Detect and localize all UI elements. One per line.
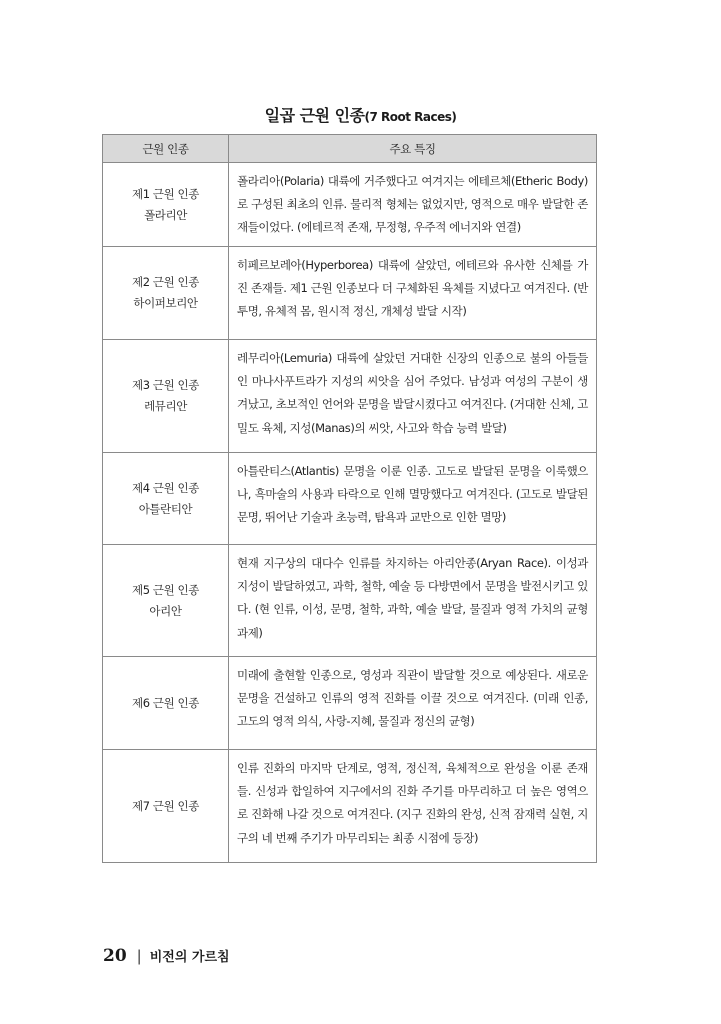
race-cell <box>103 163 229 247</box>
race-description: 폴라리아(Polaria) 대륙에 거주했다고 여겨지는 에테르체(Etheric Body)로 구성된 최초의 인류. 물리적 형체는 없었지만, 영적으로 매우 발달한 존재들이었다. (에테르적 존재, 무정형, 우주적 에너지와 연결) <box>229 163 597 247</box>
table-row <box>103 340 597 453</box>
page-number: 20 <box>103 946 127 966</box>
race-number: 제4 근원 인종 <box>132 480 199 495</box>
root-races-table <box>102 134 597 863</box>
race-cell <box>103 545 229 657</box>
race-number: 제1 근원 인종 <box>132 186 199 201</box>
table-row <box>103 750 597 863</box>
table-header-row <box>103 135 597 163</box>
title-subtitle: (7 Root Races) <box>364 110 457 124</box>
race-description: 미래에 출현할 인종으로, 영성과 직관이 발달할 것으로 예상된다. 새로운 문명을 건설하고 인류의 영적 진화를 이끌 것으로 여겨진다. (미래 인종, 고도의 영적 의식, 사랑-지혜, 물질과 정신의 균형) <box>229 657 597 750</box>
table-row <box>103 453 597 545</box>
race-name: 레뮤리안 <box>144 399 187 413</box>
page-footer <box>103 946 230 966</box>
race-cell <box>103 657 229 750</box>
table-row <box>103 657 597 750</box>
race-name: 하이퍼보리안 <box>133 296 198 310</box>
table-row <box>103 247 597 340</box>
race-number: 제7 근원 인종 <box>132 798 199 813</box>
race-number: 제5 근원 인종 <box>132 582 199 597</box>
race-description: 레무리아(Lemuria) 대륙에 살았던 거대한 신장의 인종으로 불의 아들들인 마나사푸트라가 지성의 씨앗을 심어 주었다. 남성과 여성의 구분이 생겨났고, 초보적인 언어와 문명을 발달시켰다고 여겨진다. (거대한 신체, 고밀도 육체, 지성(Manas)의 씨앗, 사고와 학습 능력 발달) <box>229 340 597 453</box>
book-title: 비전의 가르침 <box>149 950 230 965</box>
race-cell <box>103 750 229 863</box>
race-name: 폴라리안 <box>144 207 187 222</box>
race-number: 제6 근원 인종 <box>132 695 199 710</box>
race-cell <box>103 247 229 340</box>
race-description: 아틀란티스(Atlantis) 문명을 이룬 인종. 고도로 발달된 문명을 이룩했으나, 흑마술의 사용과 타락으로 인해 멸망했다고 여겨진다. (고도로 발달된 문명, 뛰어난 기술과 초능력, 탐욕과 교만으로 인한 멸망) <box>229 453 597 545</box>
race-name: 아틀란티안 <box>138 501 193 516</box>
header-features: 주요 특징 <box>229 135 597 163</box>
race-number: 제2 근원 인종 <box>132 275 199 289</box>
table-row <box>103 545 597 657</box>
race-cell <box>103 340 229 453</box>
header-race: 근원 인종 <box>103 135 229 163</box>
race-description: 히페르보레아(Hyperborea) 대륙에 살았던, 에테르와 유사한 신체를 가진 존재들. 제1 근원 인종보다 더 구체화된 육체를 지녔다고 여겨진다. (반투명, 유체적 몸, 원시적 정신, 개체성 발달 시작) <box>229 247 597 340</box>
footer-separator: | <box>136 947 142 965</box>
race-cell <box>103 453 229 545</box>
table-row <box>103 163 597 247</box>
page-title <box>0 103 721 126</box>
race-name: 아리안 <box>149 603 182 618</box>
race-number: 제3 근원 인종 <box>132 378 199 392</box>
title-main: 일곱 근원 인종 <box>264 106 365 125</box>
race-description: 인류 진화의 마지막 단계로, 영적, 정신적, 육체적으로 완성을 이룬 존재들. 신성과 합일하여 지구에서의 진화 주기를 마무리하고 더 높은 영역으로 진화해 나갈 것으로 여겨진다. (지구 진화의 완성, 신적 잠재력 실현, 지구의 네 번째 주기가 마무리되는 최종 시점에 등장) <box>229 750 597 863</box>
race-description: 현재 지구상의 대다수 인류를 차지하는 아리안종(Aryan Race). 이성과 지성이 발달하였고, 과학, 철학, 예술 등 다방면에서 문명을 발전시키고 있다. (현 인류, 이성, 문명, 철학, 과학, 예술 발달, 물질과 영적 가치의 균형 과제) <box>229 545 597 657</box>
